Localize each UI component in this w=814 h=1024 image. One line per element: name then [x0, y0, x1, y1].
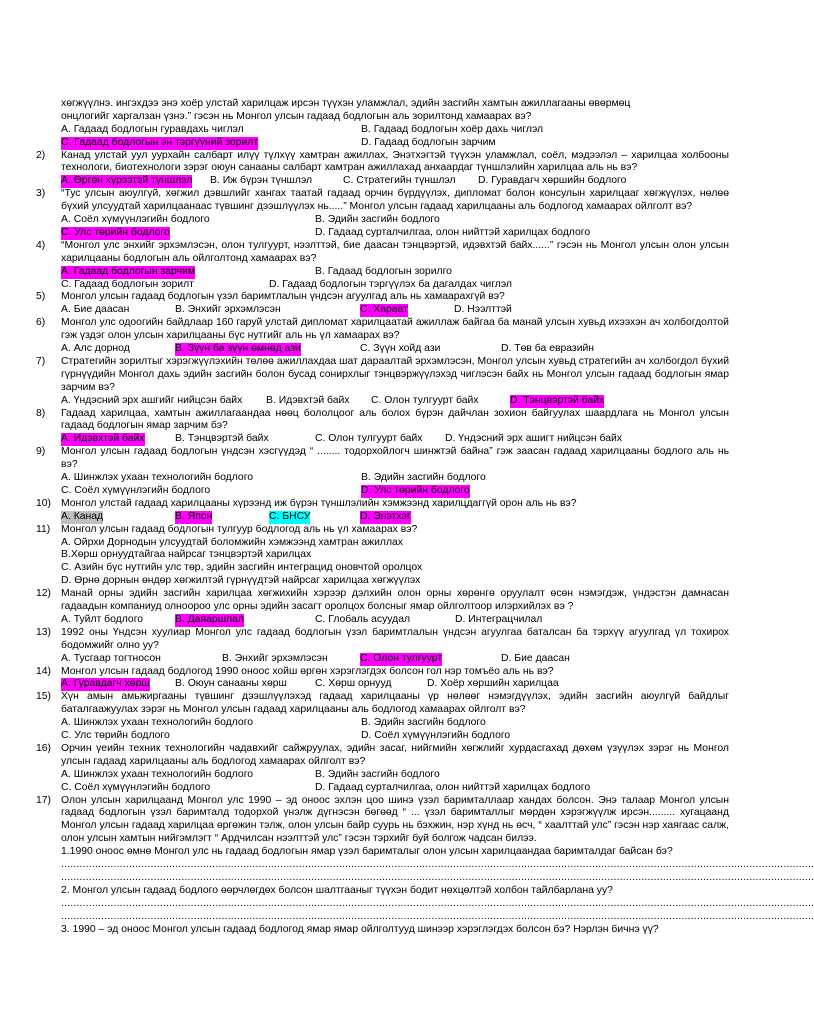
question-text: 1992 оны Үндсэн хуулиар Монгол улс гадаад бодлогын үзэл баримтлалын үндсэн агуулгаа баталсан ба тэрхүү агуулгад үл тохирох бодомжийг олно уу? — [61, 626, 729, 651]
question-text: Орчин үеийн техник технологийн чадавхийг сайжруулах, эдийн засаг, нийгмийн хөгжлийг хурдасгахад дөхөм үзүүлэх зэрэг нь Монгол улсын гадаад харилцааны аль бодлогод хамаарах ойлголт вэ? — [61, 742, 729, 767]
question-number: 9) — [36, 446, 46, 458]
answer-option: С. Олон тулгуурт байх — [371, 394, 479, 406]
question-number: 16) — [36, 742, 52, 754]
answer-option-highlighted: В. Даяаршлал — [175, 613, 244, 625]
answer-row — [61, 137, 729, 150]
answer-option-highlighted: D. Тэнцвэртэй байх — [510, 394, 605, 406]
question — [36, 239, 729, 266]
question-number: 14) — [36, 665, 52, 677]
sub-question: 1.1990 оноос өмнө Монгол улс нь гадаад бодлогын ямар үзэл баримталыг олон улсын харилцаандаа баримталдаг байсан бэ? — [61, 846, 673, 858]
question-text: Монгол улсын гадаад бодлогын үзэл баримтлалын үндсэн агуулгад аль нь хамаарахгүй вэ? — [61, 291, 505, 303]
question-number: 12) — [36, 588, 52, 600]
answer-option: D. Гуравдагч хөршийн бодлого — [478, 175, 627, 187]
answer-option: А. Бие даасан — [61, 304, 130, 316]
question-number: 15) — [36, 691, 52, 703]
question — [36, 742, 729, 769]
answer-row — [61, 614, 729, 627]
answer-option: D. Бие даасан — [501, 652, 570, 664]
answer-row — [61, 395, 729, 408]
answer-option: С. Азийн бүс нутгийн улс төр, эдийн засгийн интеграцид оновчтой оролцох — [61, 562, 423, 574]
answer-option: В. Эдийн засгийн бодлого — [315, 768, 440, 780]
question — [36, 446, 729, 472]
answer-option: А. Алс дорнод — [61, 343, 130, 355]
sub-question: 2. Монгол улсын гадаад бодлого өөрчлөгдөх болсон шалтгааныг түүхэн бодит нөхцөлтэй холбон тайлбарлана уу? — [61, 884, 613, 896]
answer-row — [61, 175, 729, 188]
answer-option: D. Гадаад бодлогын тэргүүлэх ба дагалдах чиглэл — [269, 278, 512, 290]
question-number: 17) — [36, 794, 52, 806]
answer-option: А. Соёл хүмүүнлэгийн бодлого — [61, 214, 210, 226]
question — [36, 588, 729, 614]
answer-option: С. Глобаль асуудал — [315, 613, 411, 625]
answer-row — [61, 266, 729, 279]
question-number: 4) — [36, 239, 46, 251]
answer-row — [61, 124, 729, 137]
question-number: 7) — [36, 355, 46, 367]
answer-option-highlighted: А. Гадаад бодлогын зарчим — [61, 265, 195, 277]
answer-row — [61, 343, 729, 356]
question — [36, 523, 729, 537]
answer-line: .................................................................................................................................................................................................................................................... — [61, 859, 814, 871]
answer-option-highlighted: С. БНСУ — [269, 510, 311, 522]
answer-row — [61, 678, 729, 691]
answer-option: D. Өрнө дорнын өндөр хөгжилтэй гүрнүүдтэй найрсаг харилцаа хөгжүүлэх — [61, 575, 421, 587]
question-number: 6) — [36, 317, 46, 329]
answer-line: .................................................................................................................................................................................................................................................... — [61, 910, 814, 922]
answer-row — [61, 472, 729, 485]
question-text: онцлогийг харгалзан үзнэ.” гэсэн нь Монгол улсын гадаад бодлогын аль зорилтонд хамаарах вэ? — [61, 110, 532, 122]
question-text: “Тус улсын аюулгүй, хөгжил дэвшлийг хангах таатай гадаад орчин бүрдүүлэх, дипломат болон консулын харилцааг хөгжүүлэх, нөлөө бүхий улсуудтай харилцаанаас түвшинг дээшлүүлэх нь.....” Монгол улсын гадаад харилцааны аль бодлогод хамаарах ойлголт вэ? — [61, 188, 729, 213]
answer-row — [61, 769, 729, 782]
answer-row — [61, 653, 729, 666]
question-text: Монгол улсын гадаад бодлогын үндсэн хэсгүүдэд “ ........ тодорхойлогч шинжтэй байна” гэж заасан гадаад харилцааны бодлого аль нь вэ? — [61, 446, 729, 471]
answer-option: А. Гадаад бодлогын гуравдахь чиглэл — [61, 123, 244, 135]
question — [36, 291, 729, 304]
question-text: “Монгол улс энхийг эрхэмлэсэн, олон тулгуурт, нээлттэй, бие даасан тэнцвэртэй, идэвхтэй байх......” гэсэн нь Монгол улсын олон улсын харилцааны бодлогын аль ойлголтонд хамаарах вэ? — [61, 239, 729, 264]
answer-option: В. Гадаад бодлогын зорилго — [315, 265, 452, 277]
question-text: Гадаад харилцаа, хамтын ажиллагаандаа нөөц бололцоог аль болох бүрэн дайчлан зохион байгуулах шаардлага нь Монгол улсын гадаад бодлогын ямар зарчим бэ? — [61, 407, 729, 432]
answer-option-highlighted: D. Энэтхэг — [360, 510, 411, 522]
question — [36, 407, 729, 434]
answer-option: С. Соёл хүмүүнлэгийн бодлого — [61, 484, 211, 496]
answer-row — [61, 279, 729, 292]
question-number: 13) — [36, 626, 52, 638]
question-text: Монгол улсын гадаад бодлогын тулгуур бодлогод аль нь үл хамаарах вэ? — [61, 523, 418, 535]
question-text: Манай орны эдийн засгийн харилцаа хөгжихийн хэрээр дэлхийн олон орны хөрөнгө оруулалт өсөн нэмэгдэж, үндэстэн дамнасан гадаадын компаниуд олноороо улс орны эдийн засагт оролцох болсныг ямар ойлголтоор илэрхийлэх вэ ? — [61, 588, 729, 613]
answer-option: В. Эдийн засгийн бодлого — [361, 717, 486, 729]
answer-option: D. Гадаад сурталчилгаа, олон нийттэй харилцах бодлого — [315, 781, 591, 793]
question — [36, 665, 729, 679]
question — [36, 626, 729, 653]
question-number: 3) — [36, 188, 46, 200]
question-text: Хүн амын амьжиргааны түвшинг дээшлүүлэхэд гадаад харилцааны үр нөлөөг нэмэгдүүлэх, эдийн засгийн аюулгүй байдлыг баталгаажуулах зэрэг нь Монгол улсын гадаад харилцааны аль бодлогод хамаарах ойлголт вэ? — [61, 691, 729, 716]
sub-question: 3. 1990 – эд оноос Монгол улсын гадаад бодлогод ямар ямар ойлголтууд шинээр хэрэглэгдэх болсон бэ? Нэрлэн бичнэ үү? — [61, 923, 659, 935]
answer-option-highlighted: С. Улс төрийн бодлого — [61, 226, 170, 238]
answer-option: А. Тусгаар тогтносон — [61, 652, 161, 664]
answer-option: С. Хөрш орнууд — [315, 678, 392, 690]
answer-option: С. Гадаад бодлогын зорилт — [61, 278, 194, 290]
answer-option: В. Эдийн засгийн бодлого — [361, 472, 486, 484]
answer-option: А. Үндэсний эрх ашгийг нийцсэн байх — [61, 394, 243, 406]
question — [36, 691, 729, 717]
answer-option-highlighted: А. Идэвхтэй байх — [61, 433, 145, 445]
answer-option: В. Иж бүрэн түншлэл — [210, 175, 313, 187]
question-number: 2) — [36, 149, 46, 161]
answer-option: С. Улс төрийн бодлого — [61, 730, 170, 742]
answer-option: В. Эдийн засгийн бодлого — [315, 214, 440, 226]
answer-option: В. Энхийг эрхэмлэсэн — [222, 652, 328, 664]
question-number: 11) — [36, 523, 51, 535]
answer-option: А. Туйлт бодлого — [61, 613, 144, 625]
answer-row — [61, 717, 729, 730]
question-text: Монгол улсын гадаад бодлогод 1990 оноос хойш өргөн хэрэглэгдэх болсон гол нэр томъёо аль нь вэ? — [61, 665, 554, 677]
answer-option: D. Гадаад сурталчилгаа, олон нийттэй харилцах бодлого — [315, 226, 591, 238]
question-number: 5) — [36, 291, 46, 303]
answer-line: .................................................................................................................................................................................................................................................... — [61, 871, 814, 883]
answer-option: В. Идэвхтэй байх — [266, 394, 350, 406]
answer-option: D. Нээлттэй — [454, 304, 512, 316]
answer-row — [61, 782, 729, 795]
answer-option-highlighted: В. Япон — [175, 510, 213, 522]
question-text: хөгжүүлнэ. ингэхдээ энэ хоёр улстай харилцаж ирсэн түүхэн уламжлал, эдийн засгийн хамтын ажиллагааны өвөрмөц — [61, 98, 631, 109]
answer-option-highlighted: С. Хараат — [360, 304, 408, 316]
question-number: 8) — [36, 407, 46, 419]
answer-row — [61, 227, 729, 240]
answer-option: А. Шинжлэх ухаан технологийн бодлого — [61, 472, 254, 484]
question-text: Канад улстай уул уурхайн салбарт илүү түлхүү хамтран ажиллах, Энэтхэгтэй түүхэн уламжлал, соёл, мэдээлэл – харилцаа холбооны технологи, биотехнологи зэрэг оюун санааны салбарт хамтран ажиллахад анхаардаг түншлэлийн харилцаа аль нь вэ? — [61, 149, 729, 174]
question — [36, 317, 729, 343]
answer-row — [61, 214, 729, 227]
answer-option: D. Гадаад бодлогын зарчим — [361, 136, 496, 148]
answer-option: С. Соёл хүмүүнлэгийн бодлого — [61, 781, 211, 793]
answer-option: С. Стратегийн түншлэл — [343, 175, 456, 187]
answer-option-highlighted: А. Канад — [61, 510, 104, 522]
question-text: Стратегийн зорилтыг хэрэгжүүлэхийн төлөө ажиллахдаа шат дараалтай эрхэмлэсэн, Монгол улсын хувьд стратегийн ач холбогдол бүхий гүрнүүдийн Монгол дахь эдийн засгийн болон бусад сонирхлыг тэнцвэржүүлэхэд чиглэсэн байх нь Монгол улсын гадаад бодлогын ямар зарчим вэ? — [61, 355, 729, 393]
answer-option: В.Хөрш орнуудтайгаа найрсаг тэнцвэртэй харилцах — [61, 549, 312, 561]
question — [36, 355, 729, 395]
answer-option: С. Зүүн хойд ази — [360, 343, 441, 355]
answer-option: D. Хоёр хөршийн харилцаа — [427, 678, 559, 690]
answer-option: D. Соёл хүмүүнлэгийн бодлого — [361, 730, 511, 742]
question — [36, 149, 729, 176]
answer-option: D. Интеграцчилал — [455, 613, 543, 625]
answer-option: С. Олон тулгуурт байх — [315, 433, 423, 445]
answer-option-highlighted: В. Зүүн ба зүүн өмнөд ази — [175, 343, 301, 355]
answer-row — [61, 433, 729, 446]
question — [36, 497, 729, 511]
answer-option: В. Тэнцвэртэй байх — [175, 433, 269, 445]
answer-option: D. Төв ба евразийн — [501, 343, 595, 355]
answer-option-highlighted: А. Гуравдагч хөрш — [61, 678, 150, 690]
answer-row — [61, 485, 729, 498]
answer-option: D. Үндэсний эрх ашигт нийцсэн байх — [445, 433, 623, 445]
question — [36, 794, 729, 847]
test-sheet — [36, 98, 814, 936]
answer-option: В. Гадаад бодлогын хоёр дахь чиглэл — [361, 123, 544, 135]
answer-row — [61, 304, 729, 317]
answer-option: А. Шинжлэх ухаан технологийн бодлого — [61, 768, 254, 780]
answer-option-highlighted: А. Өргөн хүрээтэй түншлэл — [61, 175, 193, 187]
answer-option: А. Ойрхи Дорнодын улсуудтай боломжийн хэмжээнд хамтран ажиллах — [61, 536, 403, 548]
answer-line: .................................................................................................................................................................................................................................................... — [61, 897, 814, 909]
answer-option-highlighted: С. Олон тулгуурт — [360, 652, 443, 664]
answer-option-highlighted: D. Улс төрийн бодлого — [361, 484, 470, 496]
question-text: Олон улсын харилцаанд Монгол улс 1990 – эд оноос эхлэн цоо шинэ үзэл баримталлаар хандах болсон. Энэ талаар Монгол улсын гадаад бодлогын үзэл баримталд тодорхой үнэлж дүгнэсэн бөгөөд “ ... үзэл баримталлыг мөрдөн хэрэгжүүлж ирсэн......... хугацаанд Монгол улсын гадаад харилцаа өргөжин тэлж, олон улсын байр суурь нь бэхжин, нэр хүнд нь өсч, “ хаалттай улс” гэсэн нэр хаягаас салж, олон улсын хамтын нийгэмлэгт “ Ардчилсан нээлттэй улс” гэсэн тэрхийг буй болгож чадсан билээ. — [61, 794, 729, 845]
answer-option: А. Шинжлэх ухаан технологийн бодлого — [61, 717, 254, 729]
answer-option-highlighted: С. Гадаад бодлогын эн тэргүүний зорилт — [61, 136, 259, 148]
answer-row — [61, 730, 729, 743]
answer-row — [61, 511, 729, 524]
question-text: Монгол улс одоогийн байдлаар 160 гаруй улстай дипломат харилцаатай ажиллаж байгаа ба манай улсын хувьд ихээхэн ач холбогдолтой гэж үздэг олон улсын харилцааны бүс нутгийг аль нь үл хамаарах вэ? — [61, 317, 729, 342]
answer-option: В. Оюун санааны хөрш — [175, 678, 287, 690]
question-text: Монгол улстай гадаад харилцааны хүрээнд иж бүрэн түншлэлийн хэмжээнд харилцдаггүй орон аль нь вэ? — [61, 497, 577, 509]
question — [36, 188, 729, 214]
question-number: 10) — [36, 497, 52, 509]
answer-option: В. Энхийг эрхэмлэсэн — [175, 304, 281, 316]
